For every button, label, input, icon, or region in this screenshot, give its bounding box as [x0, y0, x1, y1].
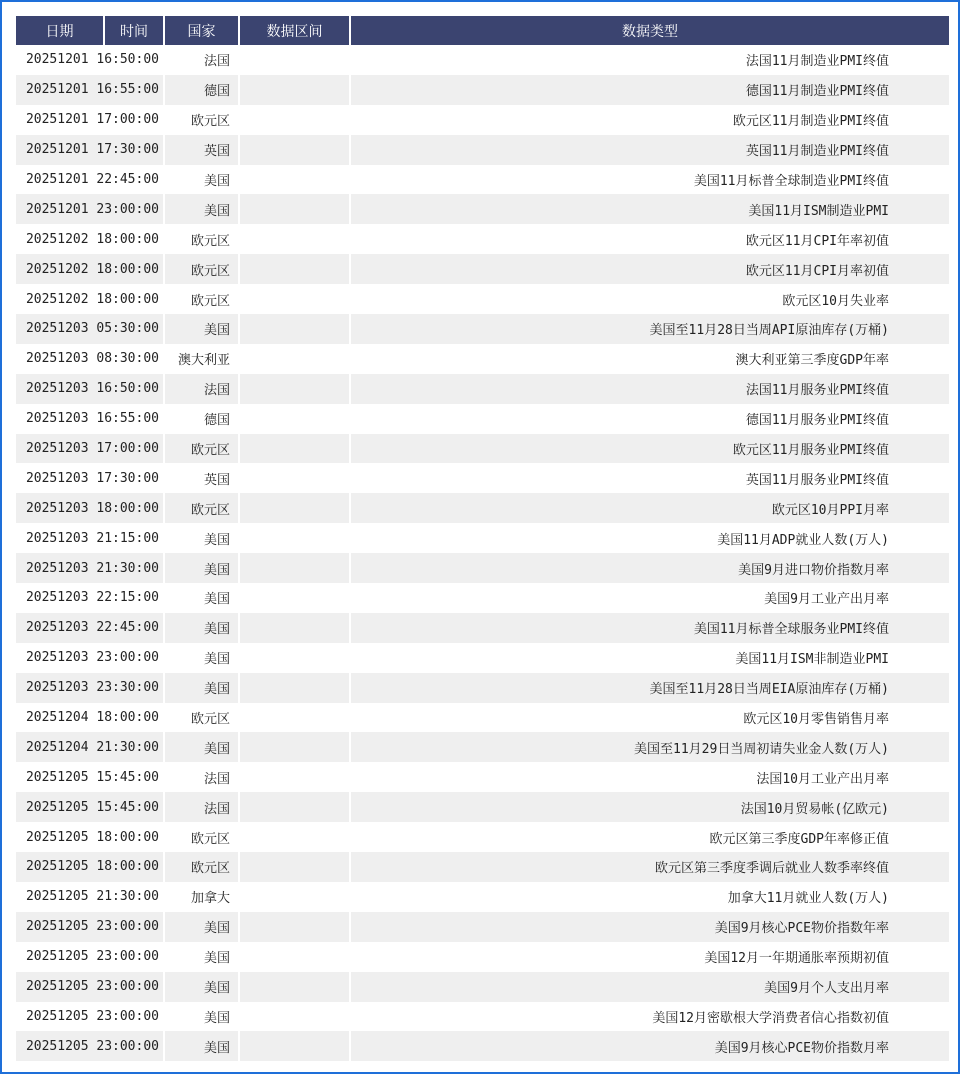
range-cell — [239, 643, 350, 673]
type-cell: 德国11月制造业PMI终值 — [350, 75, 949, 105]
table-row[interactable] — [16, 643, 949, 673]
header-date[interactable]: 日期 — [16, 16, 104, 45]
range-cell — [239, 673, 350, 703]
table-row[interactable] — [16, 165, 949, 195]
datetime-cell: 20251205 21:30:00 — [16, 882, 164, 912]
country-cell: 欧元区 — [164, 224, 239, 254]
range-cell — [239, 493, 350, 523]
datetime-cell: 20251201 23:00:00 — [16, 194, 164, 224]
type-cell: 德国11月服务业PMI终值 — [350, 404, 949, 434]
range-cell — [239, 882, 350, 912]
country-cell: 欧元区 — [164, 434, 239, 464]
table-row[interactable] — [16, 284, 949, 314]
range-cell — [239, 434, 350, 464]
datetime-cell: 20251205 18:00:00 — [16, 822, 164, 852]
type-cell: 美国12月密歇根大学消费者信心指数初值 — [350, 1002, 949, 1032]
country-cell: 美国 — [164, 732, 239, 762]
range-cell — [239, 613, 350, 643]
range-cell — [239, 703, 350, 733]
country-cell: 美国 — [164, 1031, 239, 1061]
type-cell: 澳大利亚第三季度GDP年率 — [350, 344, 949, 374]
datetime-cell: 20251203 16:55:00 — [16, 404, 164, 434]
datetime-cell: 20251201 22:45:00 — [16, 165, 164, 195]
range-cell — [239, 254, 350, 284]
table-row[interactable] — [16, 314, 949, 344]
table-row[interactable] — [16, 75, 949, 105]
table-row[interactable] — [16, 613, 949, 643]
country-cell: 法国 — [164, 762, 239, 792]
table-row[interactable] — [16, 762, 949, 792]
table-header — [16, 16, 949, 45]
type-cell: 美国12月一年期通胀率预期初值 — [350, 942, 949, 972]
range-cell — [239, 583, 350, 613]
header-country[interactable]: 国家 — [164, 16, 239, 45]
type-cell: 法国11月服务业PMI终值 — [350, 374, 949, 404]
table-row[interactable] — [16, 972, 949, 1002]
range-cell — [239, 374, 350, 404]
header-range[interactable]: 数据区间 — [239, 16, 350, 45]
range-cell — [239, 105, 350, 135]
country-cell: 欧元区 — [164, 284, 239, 314]
datetime-cell: 20251203 23:00:00 — [16, 643, 164, 673]
country-cell: 英国 — [164, 463, 239, 493]
type-cell: 欧元区10月零售销售月率 — [350, 703, 949, 733]
table-row[interactable] — [16, 1002, 949, 1032]
economic-calendar-table — [16, 16, 949, 1061]
range-cell — [239, 1031, 350, 1061]
table-row[interactable] — [16, 852, 949, 882]
country-cell: 美国 — [164, 643, 239, 673]
range-cell — [239, 553, 350, 583]
range-cell — [239, 523, 350, 553]
type-cell: 欧元区11月制造业PMI终值 — [350, 105, 949, 135]
datetime-cell: 20251205 23:00:00 — [16, 972, 164, 1002]
range-cell — [239, 194, 350, 224]
range-cell — [239, 852, 350, 882]
range-cell — [239, 463, 350, 493]
country-cell: 欧元区 — [164, 822, 239, 852]
range-cell — [239, 762, 350, 792]
datetime-cell: 20251201 16:50:00 — [16, 45, 164, 75]
type-cell: 美国9月工业产出月率 — [350, 583, 949, 613]
datetime-cell: 20251201 17:00:00 — [16, 105, 164, 135]
table-row[interactable] — [16, 673, 949, 703]
type-cell: 欧元区11月CPI月率初值 — [350, 254, 949, 284]
datetime-cell: 20251202 18:00:00 — [16, 284, 164, 314]
type-cell: 美国9月核心PCE物价指数年率 — [350, 912, 949, 942]
range-cell — [239, 344, 350, 374]
range-cell — [239, 1002, 350, 1032]
table-row[interactable] — [16, 105, 949, 135]
country-cell: 法国 — [164, 792, 239, 822]
country-cell: 加拿大 — [164, 882, 239, 912]
country-cell: 美国 — [164, 912, 239, 942]
datetime-cell: 20251205 18:00:00 — [16, 852, 164, 882]
country-cell: 美国 — [164, 1002, 239, 1032]
range-cell — [239, 822, 350, 852]
datetime-cell: 20251201 17:30:00 — [16, 135, 164, 165]
type-cell: 美国11月标普全球制造业PMI终值 — [350, 165, 949, 195]
range-cell — [239, 284, 350, 314]
range-cell — [239, 45, 350, 75]
datetime-cell: 20251203 17:00:00 — [16, 434, 164, 464]
country-cell: 美国 — [164, 972, 239, 1002]
table-row[interactable] — [16, 224, 949, 254]
type-cell: 美国9月个人支出月率 — [350, 972, 949, 1002]
range-cell — [239, 165, 350, 195]
datetime-cell: 20251203 16:50:00 — [16, 374, 164, 404]
type-cell: 欧元区第三季度GDP年率修正值 — [350, 822, 949, 852]
type-cell: 法国10月工业产出月率 — [350, 762, 949, 792]
country-cell: 欧元区 — [164, 493, 239, 523]
range-cell — [239, 224, 350, 254]
datetime-cell: 20251205 15:45:00 — [16, 792, 164, 822]
range-cell — [239, 942, 350, 972]
datetime-cell: 20251203 22:45:00 — [16, 613, 164, 643]
country-cell: 美国 — [164, 194, 239, 224]
table-row[interactable] — [16, 822, 949, 852]
country-cell: 德国 — [164, 404, 239, 434]
country-cell: 美国 — [164, 523, 239, 553]
country-cell: 美国 — [164, 165, 239, 195]
type-cell: 美国11月标普全球服务业PMI终值 — [350, 613, 949, 643]
datetime-cell: 20251203 05:30:00 — [16, 314, 164, 344]
range-cell — [239, 404, 350, 434]
table-row[interactable] — [16, 942, 949, 972]
country-cell: 欧元区 — [164, 105, 239, 135]
type-cell: 欧元区10月PPI月率 — [350, 493, 949, 523]
datetime-cell: 20251205 23:00:00 — [16, 912, 164, 942]
table-row[interactable] — [16, 553, 949, 583]
type-cell: 欧元区11月CPI年率初值 — [350, 224, 949, 254]
datetime-cell: 20251201 16:55:00 — [16, 75, 164, 105]
range-cell — [239, 972, 350, 1002]
datetime-cell: 20251205 23:00:00 — [16, 942, 164, 972]
table-row[interactable] — [16, 912, 949, 942]
type-cell: 欧元区11月服务业PMI终值 — [350, 434, 949, 464]
table-row[interactable] — [16, 703, 949, 733]
datetime-cell: 20251203 08:30:00 — [16, 344, 164, 374]
type-cell: 英国11月制造业PMI终值 — [350, 135, 949, 165]
datetime-cell: 20251203 21:30:00 — [16, 553, 164, 583]
country-cell: 美国 — [164, 613, 239, 643]
table-row[interactable] — [16, 434, 949, 464]
datetime-cell: 20251205 23:00:00 — [16, 1031, 164, 1061]
country-cell: 美国 — [164, 314, 239, 344]
datetime-cell: 20251204 18:00:00 — [16, 703, 164, 733]
type-cell: 美国11月ISM非制造业PMI — [350, 643, 949, 673]
country-cell: 欧元区 — [164, 852, 239, 882]
table-row[interactable] — [16, 254, 949, 284]
header-type[interactable]: 数据类型 — [350, 16, 949, 45]
type-cell: 美国11月ISM制造业PMI — [350, 194, 949, 224]
header-time[interactable]: 时间 — [104, 16, 164, 45]
range-cell — [239, 135, 350, 165]
country-cell: 德国 — [164, 75, 239, 105]
datetime-cell: 20251202 18:00:00 — [16, 224, 164, 254]
table-row[interactable] — [16, 374, 949, 404]
country-cell: 法国 — [164, 374, 239, 404]
country-cell: 欧元区 — [164, 254, 239, 284]
datetime-cell: 20251203 17:30:00 — [16, 463, 164, 493]
table-row[interactable] — [16, 792, 949, 822]
type-cell: 欧元区10月失业率 — [350, 284, 949, 314]
type-cell: 法国11月制造业PMI终值 — [350, 45, 949, 75]
type-cell: 美国至11月28日当周EIA原油库存(万桶) — [350, 673, 949, 703]
datetime-cell: 20251203 21:15:00 — [16, 523, 164, 553]
table-row[interactable] — [16, 344, 949, 374]
table-row[interactable] — [16, 732, 949, 762]
type-cell: 法国10月贸易帐(亿欧元) — [350, 792, 949, 822]
datetime-cell: 20251203 22:15:00 — [16, 583, 164, 613]
table-row[interactable] — [16, 463, 949, 493]
country-cell: 美国 — [164, 553, 239, 583]
table-row[interactable] — [16, 493, 949, 523]
datetime-cell: 20251205 15:45:00 — [16, 762, 164, 792]
type-cell: 美国9月进口物价指数月率 — [350, 553, 949, 583]
table-row[interactable] — [16, 523, 949, 553]
datetime-cell: 20251203 23:30:00 — [16, 673, 164, 703]
table-row[interactable] — [16, 135, 949, 165]
table-row[interactable] — [16, 882, 949, 912]
type-cell: 欧元区第三季度季调后就业人数季率终值 — [350, 852, 949, 882]
range-cell — [239, 75, 350, 105]
country-cell: 欧元区 — [164, 703, 239, 733]
datetime-cell: 20251202 18:00:00 — [16, 254, 164, 284]
datetime-cell: 20251204 21:30:00 — [16, 732, 164, 762]
range-cell — [239, 912, 350, 942]
country-cell: 法国 — [164, 45, 239, 75]
datetime-cell: 20251203 18:00:00 — [16, 493, 164, 523]
country-cell: 美国 — [164, 583, 239, 613]
table-body — [16, 45, 949, 1061]
datetime-cell: 20251205 23:00:00 — [16, 1002, 164, 1032]
country-cell: 澳大利亚 — [164, 344, 239, 374]
table-row[interactable] — [16, 404, 949, 434]
type-cell: 美国11月ADP就业人数(万人) — [350, 523, 949, 553]
type-cell: 美国至11月29日当周初请失业金人数(万人) — [350, 732, 949, 762]
table-row[interactable] — [16, 583, 949, 613]
range-cell — [239, 732, 350, 762]
table-row[interactable] — [16, 1031, 949, 1061]
type-cell: 加拿大11月就业人数(万人) — [350, 882, 949, 912]
type-cell: 英国11月服务业PMI终值 — [350, 463, 949, 493]
type-cell: 美国9月核心PCE物价指数月率 — [350, 1031, 949, 1061]
type-cell: 美国至11月28日当周API原油库存(万桶) — [350, 314, 949, 344]
country-cell: 英国 — [164, 135, 239, 165]
country-cell: 美国 — [164, 942, 239, 972]
country-cell: 美国 — [164, 673, 239, 703]
table-row[interactable] — [16, 194, 949, 224]
range-cell — [239, 792, 350, 822]
range-cell — [239, 314, 350, 344]
table-row[interactable] — [16, 45, 949, 75]
